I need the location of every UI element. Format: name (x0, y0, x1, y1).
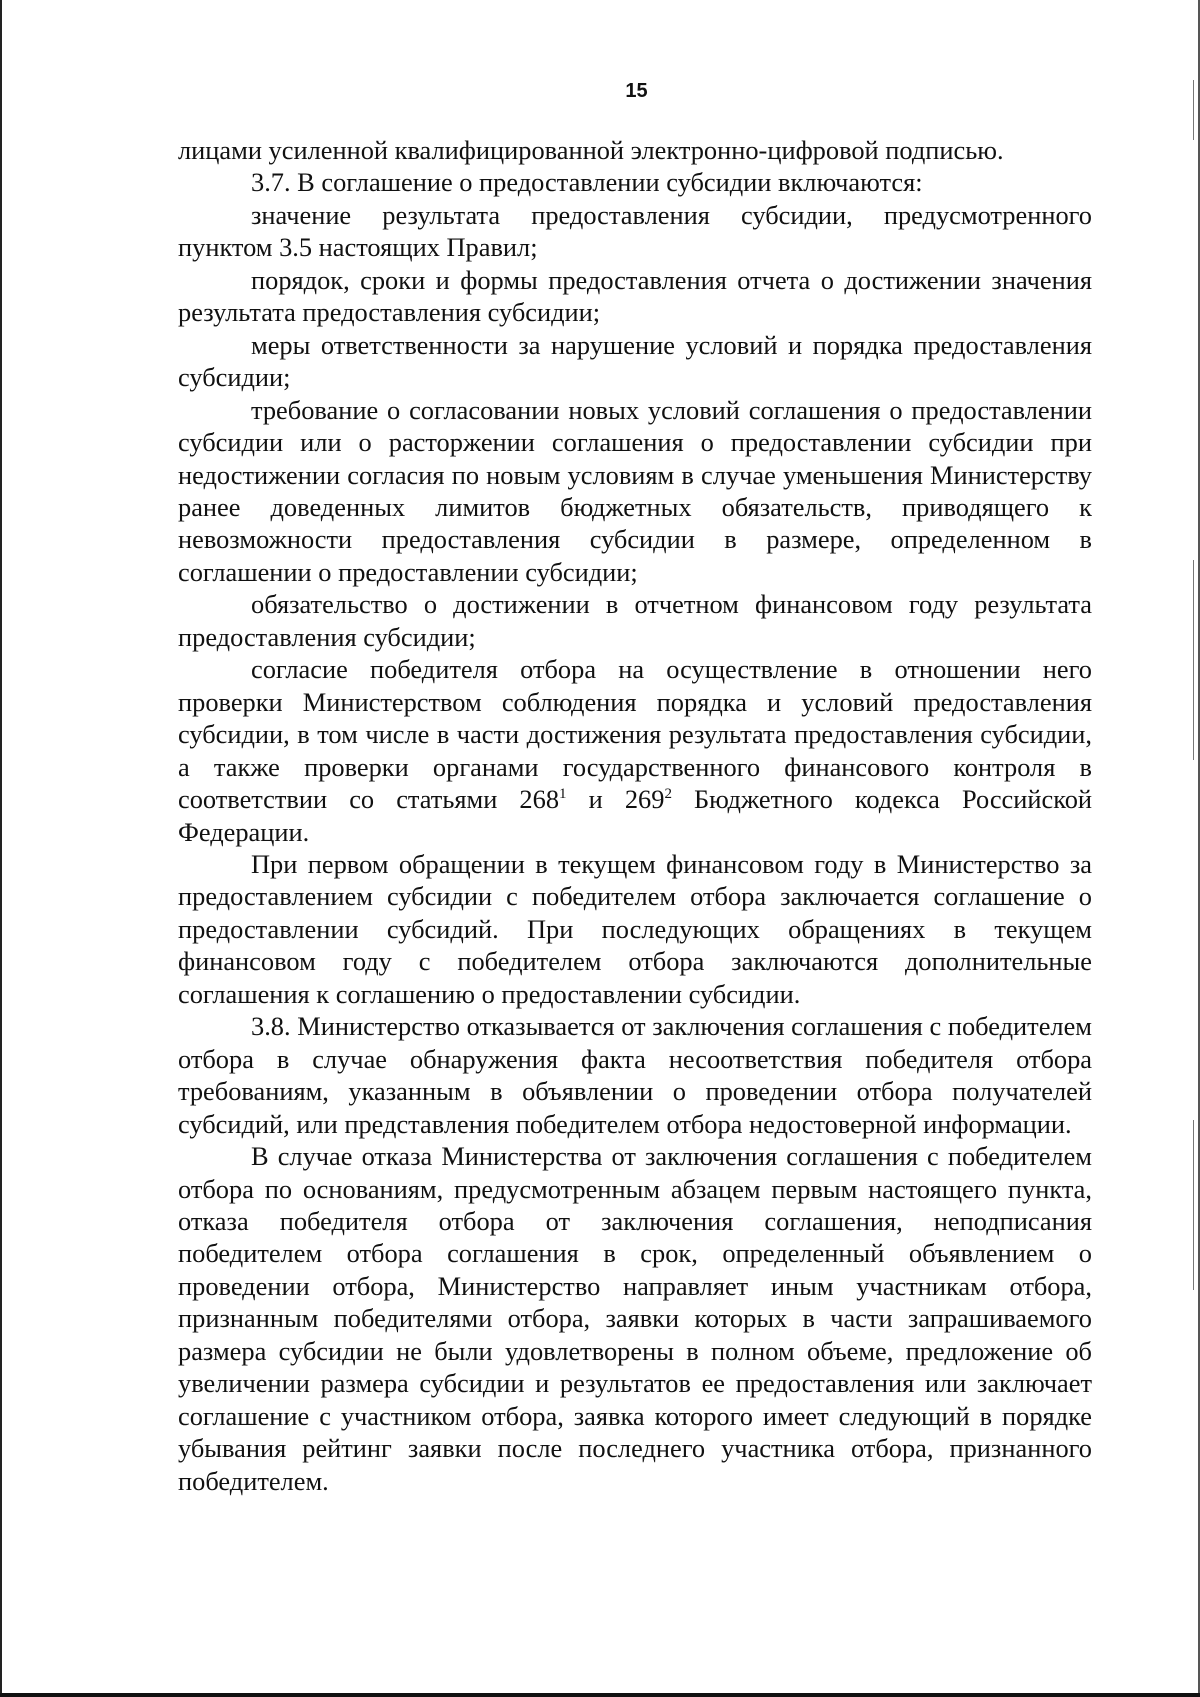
superscript: 2 (664, 786, 672, 803)
paragraph: 3.8. Министерство отказывается от заключения соглашения с победителем отбора в случае обнаружения факта несоответствия победителя отбора требованиям, указанным в объявлении о проведении отбора получателей субсидий, или представления победителем отбора недостоверной информации. (178, 1011, 1092, 1139)
paragraph-text: и 269 (566, 784, 665, 815)
scan-edge-bottom (0, 1693, 1200, 1697)
paragraph: 3.7. В соглашение о предоставлении субсидии включаются: (251, 167, 923, 198)
paragraph-text: Бюджетного кодекса Российской Федерации. (178, 784, 1093, 847)
paragraph: В случае отказа Министерства от заключения соглашения с победителем отбора по основаниям, предусмотренным абзацем первым настоящего пункта, отказа победителя отбора от заключения соглашения, неподписания победителем отбора соглашения в срок, определенный объявлением о проведении отбора, Министерство направляет иным участникам отбора, признанным победителями отбора, заявки которых в части запрашиваемого размера субсидии не были удовлетворены в полном объеме, предложение об увеличении размера субсидии и результатов ее предоставления или заключает соглашение с участником отбора, заявка которого имеет следующий в порядке убывания рейтинг заявки после последнего участника отбора, признанного победителем. (178, 1141, 1092, 1496)
paragraph-text: согласие победителя отбора на осуществление в отношении него проверки Министерством соблюдения порядка и условий предоставления субсидии, в том числе в части достижения результата предоставления субсидии, а также проверки органами государственного финансового контроля в соответствии со статьями 268 (178, 654, 1092, 815)
scan-artifact (1193, 1120, 1194, 1290)
document-body (178, 134, 1092, 1497)
scan-artifact (1193, 560, 1194, 760)
paragraph: меры ответственности за нарушение условий и порядка предоставления субсидии; (178, 329, 1092, 393)
paragraph: требование о согласовании новых условий соглашения о предоставлении субсидии или о расторжении соглашения о предоставлении субсидии при недостижении согласия по новым условиям в случае уменьшения Министерству ранее доведенных лимитов бюджетных обязательств, приводящего к невозможности предоставления субсидии в размере, определенном в соглашении о предоставлении субсидии; (178, 394, 1092, 587)
scan-edge-left (0, 0, 2, 1697)
paragraph: лицами усиленной квалифицированной электронно-цифровой подписью. (178, 135, 1004, 165)
page-number: 15 (625, 80, 648, 102)
superscript: 1 (559, 786, 567, 803)
paragraph: обязательство о достижении в отчетном финансовом году результата предоставления субсидии; (178, 589, 1092, 652)
paragraph-with-footnote-refs (178, 653, 1092, 848)
paragraph: При первом обращении в текущем финансовом году в Министерство за предоставлением субсидии с победителем отбора заключается соглашение о предоставлении субсидий. При последующих обращениях в текущем финансовом году с победителем отбора заключаются дополнительные соглашения к соглашению о предоставлении субсидии. (178, 848, 1092, 1009)
paragraph: порядок, сроки и формы предоставления отчета о достижении значения результата предоставления субсидии; (178, 264, 1092, 328)
paragraph: значение результата предоставления субсидии, предусмотренного пунктом 3.5 настоящих Правил; (178, 199, 1092, 263)
